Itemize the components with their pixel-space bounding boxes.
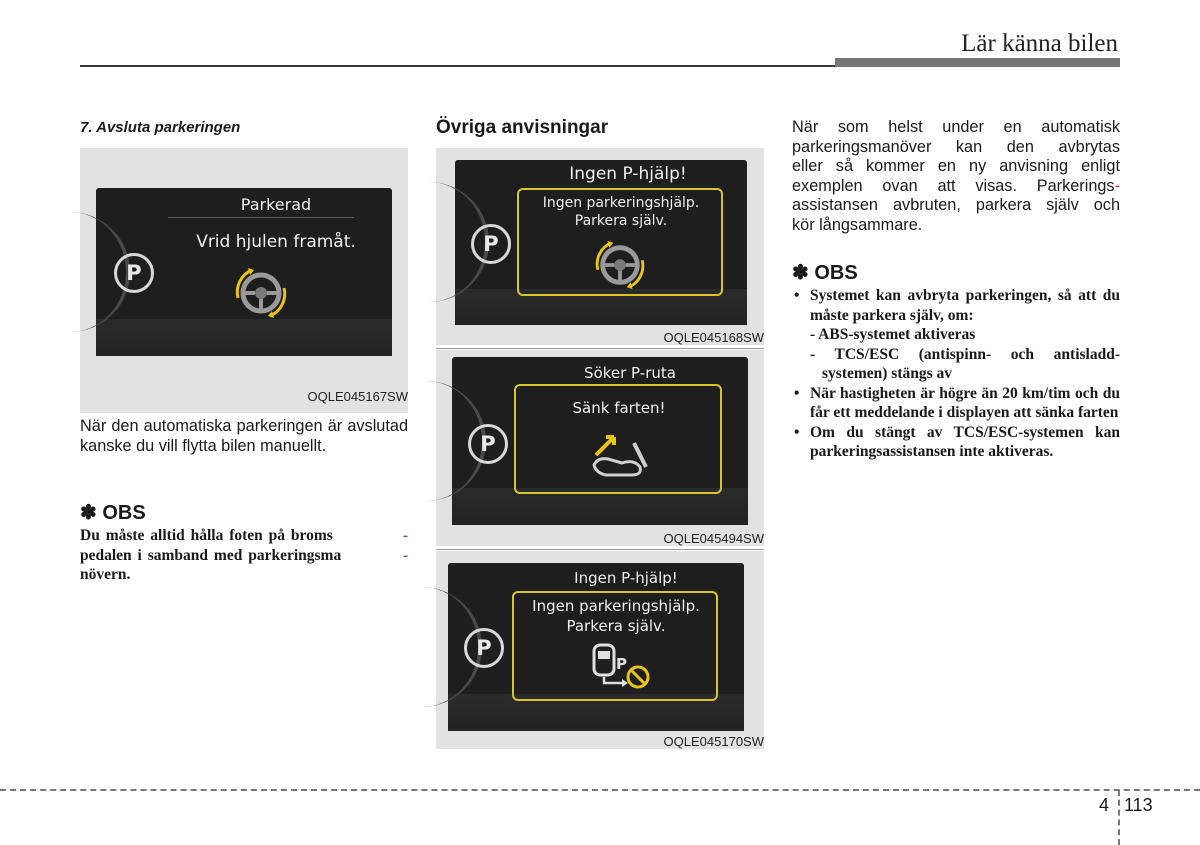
display-message: Sänk farten! bbox=[572, 399, 666, 417]
footer-rule bbox=[0, 789, 1200, 791]
figure-caption: OQLE045170SW bbox=[663, 734, 764, 749]
cluster-display bbox=[452, 357, 748, 525]
steering-wheel-icon bbox=[230, 266, 292, 320]
header-title: Lär känna bilen bbox=[961, 30, 1118, 57]
cluster-display bbox=[448, 563, 744, 731]
car-parking-prohibited-icon bbox=[588, 643, 654, 691]
display-title: Ingen P-hjälp! bbox=[569, 164, 687, 184]
header-rule bbox=[80, 65, 835, 67]
figure-no-p-help-1 bbox=[436, 148, 764, 345]
foot-brake-icon bbox=[588, 429, 652, 479]
display-title: Ingen P-hjälp! bbox=[574, 569, 678, 587]
display-line1: Ingen parkeringshjälp. bbox=[532, 597, 700, 615]
p-icon: P bbox=[468, 424, 508, 464]
paragraph-cancel: När som helst under en automatisk parkeringsmanöver kan den avbrytas eller så kommer en ny anvisning enligt exemplen ovan att visas. Parkerings - assistansen avbruten, parkera själv och kör långsammare. bbox=[792, 118, 1120, 234]
svg-text:P: P bbox=[616, 655, 627, 673]
obs-heading: ✽ OBS bbox=[80, 502, 146, 524]
footer-divider bbox=[1118, 790, 1120, 845]
display-title: Söker P-ruta bbox=[584, 364, 676, 382]
page-number: 113 bbox=[1124, 795, 1153, 815]
obs-bullet: • När hastigheten är högre än 20 km/tim och du får ett meddelande i displayen att sänka farten bbox=[792, 384, 1120, 423]
display-line1: Ingen parkeringshjälp. bbox=[542, 195, 700, 211]
chapter-number: 4 bbox=[1099, 795, 1110, 815]
obs-note-left: Du måste alltid hålla foten på broms - pedalen i samband med parkeringsma - növern. bbox=[80, 527, 408, 583]
display-line2: Parkera själv. bbox=[566, 617, 666, 635]
figure-caption: OQLE045167SW bbox=[307, 389, 408, 404]
obs-bullet: • Systemet kan avbryta parkeringen, så att du måste parkera själv, om: - ABS-systemet aktiveras - TCS/ESC (antispinn- och antisladd- systemen) stängs av bbox=[792, 286, 1120, 384]
obs-bullet: • Om du stängt av TCS/ESC-systemen kan parkeringsassistansen inte aktiveras. bbox=[792, 423, 1120, 462]
section-heading: Övriga anvisningar bbox=[436, 117, 609, 138]
p-icon: P bbox=[464, 628, 504, 668]
section-subheading: 7. Avsluta parkeringen bbox=[80, 119, 241, 136]
cluster-display bbox=[455, 160, 747, 325]
figure-no-p-help-2 bbox=[436, 551, 764, 749]
steering-wheel-icon bbox=[590, 239, 650, 291]
figure-caption: OQLE045494SW bbox=[663, 531, 764, 546]
display-message: Vrid hjulen framåt. bbox=[196, 232, 356, 252]
figure-searching-p-slot bbox=[436, 350, 764, 546]
paragraph-manual: När den automatiska parkeringen är avslutad kanske du vill flytta bilen manuellt. bbox=[80, 417, 408, 455]
display-line2: Parkera själv. bbox=[574, 213, 668, 229]
figure-parked bbox=[80, 148, 408, 413]
p-icon: P bbox=[114, 253, 154, 293]
obs-heading: ✽ OBS bbox=[792, 262, 858, 284]
figure-caption: OQLE045168SW bbox=[663, 330, 764, 345]
obs-note-right bbox=[792, 286, 1120, 462]
header-rule-bar bbox=[835, 58, 1120, 67]
display-title: Parkerad bbox=[240, 195, 312, 214]
p-icon: P bbox=[471, 224, 511, 264]
cluster-display bbox=[96, 188, 392, 356]
